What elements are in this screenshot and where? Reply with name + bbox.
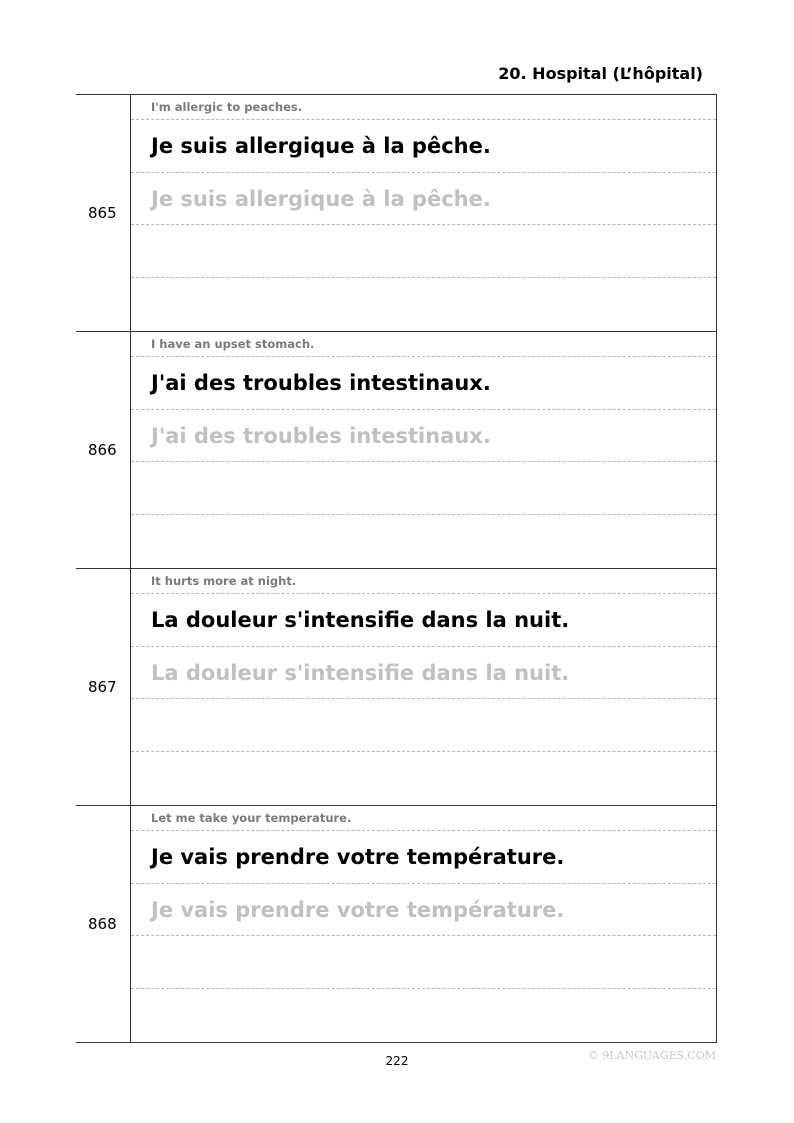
blank-writing-line[interactable] xyxy=(131,936,716,989)
blank-writing-line[interactable] xyxy=(131,699,716,752)
exercise-number: 866 xyxy=(76,332,131,568)
exercise-number: 865 xyxy=(76,95,131,331)
french-sentence: Je suis allergique à la pêche. xyxy=(131,120,716,173)
writing-lines xyxy=(131,569,716,805)
english-prompt: It hurts more at night. xyxy=(131,569,716,594)
blank-writing-line[interactable] xyxy=(131,752,716,805)
exercise-block-868 xyxy=(76,806,716,1043)
blank-writing-line[interactable] xyxy=(131,278,716,331)
writing-lines xyxy=(131,806,716,1042)
exercise-block-867 xyxy=(76,569,716,806)
exercise-number: 867 xyxy=(76,569,131,805)
worksheet xyxy=(76,94,717,1043)
blank-writing-line[interactable] xyxy=(131,989,716,1042)
trace-sentence: J'ai des troubles intestinaux. xyxy=(131,410,716,463)
page-number: 222 xyxy=(385,1054,409,1068)
trace-sentence: Je vais prendre votre température. xyxy=(131,884,716,937)
english-prompt: Let me take your temperature. xyxy=(131,806,716,831)
exercise-block-865 xyxy=(76,95,716,332)
copyright-notice: © 9LANGUAGES.COM xyxy=(587,1049,716,1062)
trace-sentence: La douleur s'intensifie dans la nuit. xyxy=(131,647,716,700)
writing-lines xyxy=(131,95,716,331)
french-sentence: J'ai des troubles intestinaux. xyxy=(131,357,716,410)
trace-sentence: Je suis allergique à la pêche. xyxy=(131,173,716,226)
writing-lines xyxy=(131,332,716,568)
english-prompt: I have an upset stomach. xyxy=(131,332,716,357)
exercise-number: 868 xyxy=(76,806,131,1042)
blank-writing-line[interactable] xyxy=(131,515,716,568)
chapter-title: 20. Hospital (L’hôpital) xyxy=(498,64,703,83)
exercise-block-866 xyxy=(76,332,716,569)
blank-writing-line[interactable] xyxy=(131,462,716,515)
blank-writing-line[interactable] xyxy=(131,225,716,278)
french-sentence: La douleur s'intensifie dans la nuit. xyxy=(131,594,716,647)
english-prompt: I'm allergic to peaches. xyxy=(131,95,716,120)
french-sentence: Je vais prendre votre température. xyxy=(131,831,716,884)
